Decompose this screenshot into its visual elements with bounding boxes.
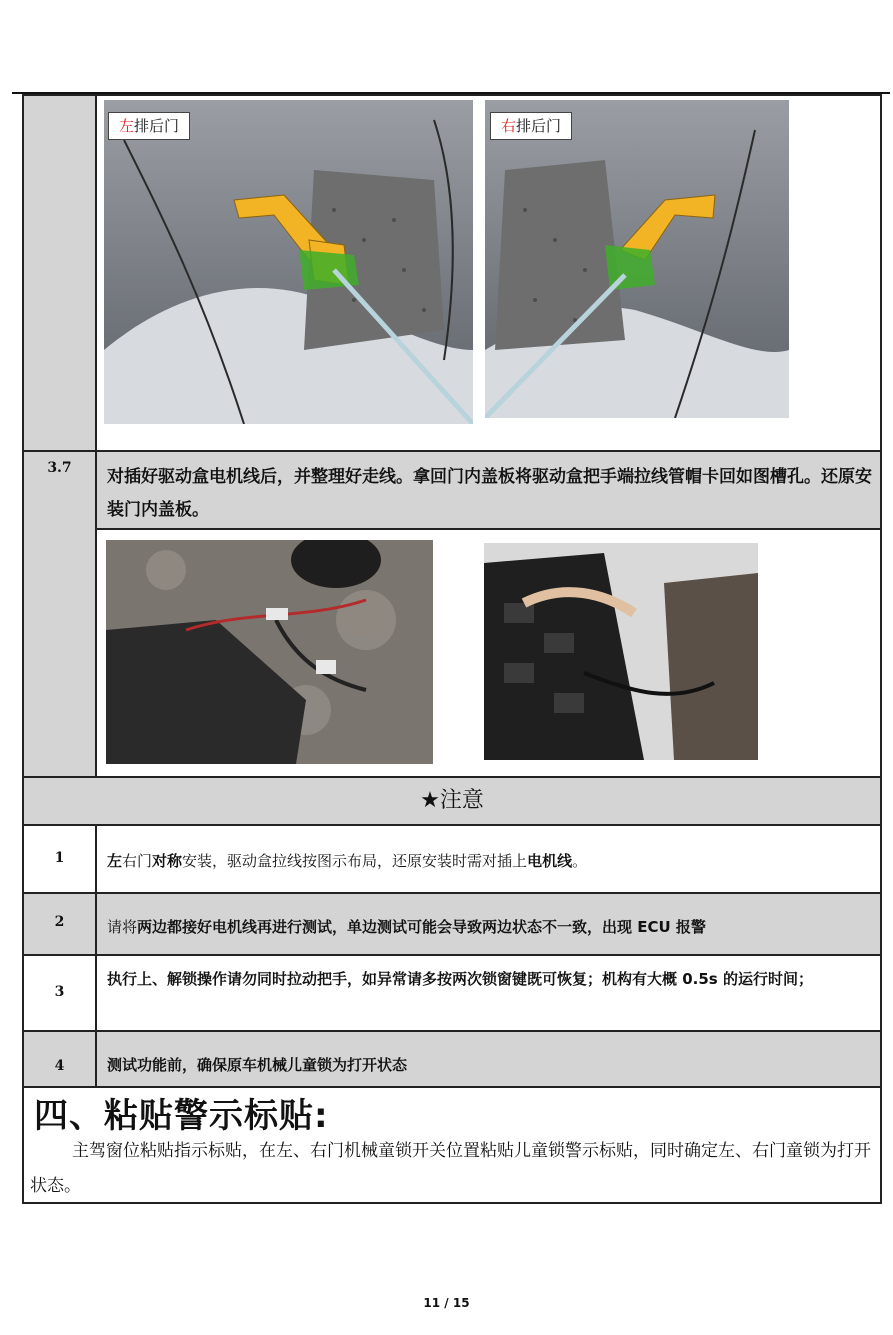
- step-number: 3.7: [47, 460, 72, 476]
- notice-row-1: [24, 824, 880, 892]
- wiring-photo: [106, 540, 433, 764]
- row-a-number-cell: [24, 96, 95, 450]
- notice-number: 4: [54, 1058, 65, 1074]
- notice-text: 请将两边都接好电机线再进行测试，单边测试可能会导致两边状态不一致，出现 ECU 报警: [95, 894, 880, 954]
- section-4-title: 四、粘贴警示标贴:: [34, 1096, 329, 1136]
- notice-row-2: [24, 892, 880, 954]
- notice-text: 测试功能前，确保原车机械儿童锁为打开状态: [95, 1032, 880, 1088]
- notice-header: [24, 776, 880, 824]
- step-text-cell: [95, 450, 880, 528]
- step-instruction: 对插好驱动盒电机线后，并整理好走线。拿回门内盖板将驱动盒把手端拉线管帽卡回如图槽孔。还原安装门内盖板。: [107, 467, 872, 520]
- right-door-cad-figure: [485, 100, 789, 418]
- section-4-paragraph: 主驾窗位粘贴指示标贴，在左、右门机械童锁开关位置粘贴儿童锁警示标贴，同时确定左、右门童锁为打开状态。: [30, 1141, 871, 1196]
- notice-number: 3: [54, 984, 65, 1000]
- step-number-cell: [24, 450, 95, 776]
- left-door-label: 左排后门: [108, 112, 190, 140]
- notice-number: 1: [54, 850, 65, 866]
- notice-title: ★注意: [420, 788, 484, 813]
- door-panel-photo: [484, 543, 758, 760]
- notice-text: 左右门对称安装，驱动盒拉线按图示布局，还原安装时需对插上电机线。: [95, 826, 880, 892]
- notice-text: 执行上、解锁操作请勿同时拉动把手，如异常请多按两次锁窗键既可恢复；机构有大概 0.5s 的运行时间；: [95, 956, 880, 1030]
- page-number: 11 / 15: [423, 1296, 470, 1310]
- notice-row-4: [24, 1030, 880, 1088]
- notice-row-3: [24, 954, 880, 1030]
- right-door-label: 右排后门: [490, 112, 572, 140]
- notice-number: 2: [54, 914, 65, 930]
- left-door-cad-figure: [104, 100, 473, 424]
